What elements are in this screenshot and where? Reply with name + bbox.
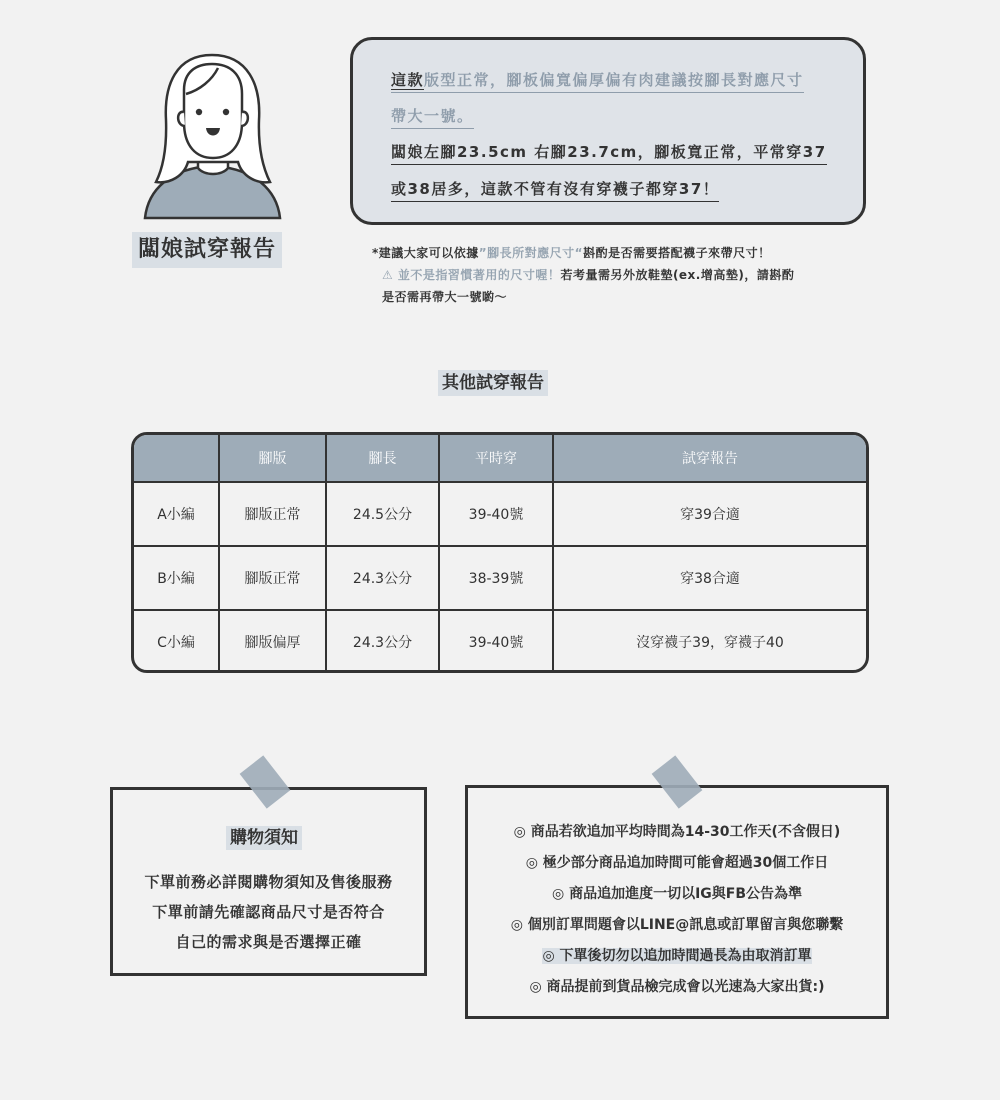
info-line (468, 853, 886, 873)
info-line-text: ◎ 商品若欲追加平均時間為14-30工作天(不含假日) (513, 824, 841, 840)
bubble-line-1-prefix: 這款 (391, 71, 425, 89)
table-cell: 24.3公分 (326, 546, 439, 610)
note-l1-a: *建議大家可以依據 (372, 246, 479, 260)
info-line-text-highlighted: ◎ 下單後切勿以追加時間過長為由取消訂單 (542, 948, 812, 964)
bubble-line-3: 闆娘左腳23.5cm 右腳23.7cm，腳板寬正常，平常穿37 (391, 142, 827, 165)
table-cell: 腳版偏厚 (219, 610, 326, 673)
table-cell: 39-40號 (439, 610, 553, 673)
info-line (468, 822, 886, 842)
table-row (134, 546, 866, 610)
table-cell: 39-40號 (439, 482, 553, 546)
table-cell: C小編 (134, 610, 219, 673)
other-reports-title: 其他試穿報告 (438, 370, 548, 396)
table-cell: 24.3公分 (326, 610, 439, 673)
fitting-comment-bubble (350, 37, 866, 225)
table-header-cell: 腳長 (326, 435, 439, 482)
purchase-notice-title: 購物須知 (226, 826, 302, 850)
table-cell: 沒穿襪子39，穿襪子40 (553, 610, 866, 673)
table-cell: 24.5公分 (326, 482, 439, 546)
info-line-text: ◎ 商品提前到貨品檢完成會以光速為大家出貨:) (529, 979, 825, 995)
owner-fitting-report-title: 闆娘試穿報告 (132, 232, 282, 268)
size-advice-note-line-2 (382, 267, 794, 283)
bubble-line-2-text: 帶大一號。 (391, 107, 474, 125)
table-cell: 穿39合適 (553, 482, 866, 546)
info-line (468, 977, 886, 997)
info-line-text: ◎ 個別訂單問題會以LINE@訊息或訂單留言與您聯繫 (510, 917, 844, 933)
table-header-cell: 平時穿 (439, 435, 553, 482)
table-cell: A小編 (134, 482, 219, 546)
note-l2-b: 若考量需另外放鞋墊(ex.增高墊)，請斟酌 (560, 268, 795, 282)
purchase-notice-line: 自己的需求與是否選擇正確 (175, 933, 362, 951)
table-cell: 穿38合適 (553, 546, 866, 610)
table-cell: 腳版正常 (219, 546, 326, 610)
bubble-line-1 (391, 70, 804, 93)
purchase-notice-line: 下單前請先確認商品尺寸是否符合 (152, 903, 385, 921)
size-advice-note-line-3: 是否需再帶大一號喲～ (382, 290, 508, 304)
owner-avatar-illustration (140, 50, 285, 220)
bubble-line-2 (391, 106, 474, 129)
table-cell: 38-39號 (439, 546, 553, 610)
table-header-cell (134, 435, 219, 482)
restock-info-card (465, 785, 889, 1019)
info-line-text: ◎ 極少部分商品追加時間可能會超過30個工作日 (525, 855, 829, 871)
table-header-cell: 腳版 (219, 435, 326, 482)
info-line-text: ◎ 商品追加進度一切以IG與FB公告為準 (551, 886, 803, 902)
bubble-line-4: 或38居多，這款不管有沒有穿襪子都穿37！ (391, 179, 719, 202)
info-line (468, 915, 886, 935)
purchase-notice-line: 下單前務必詳閱購物須知及售後服務 (144, 873, 393, 891)
info-line (468, 946, 886, 966)
table-header-cell: 試穿報告 (553, 435, 866, 482)
note-l2-a: ⚠ 並不是指習慣著用的尺寸喔！ (382, 268, 561, 282)
table-cell: 腳版正常 (219, 482, 326, 546)
note-l1-c: 斟酌是否需要搭配襪子來帶尺寸！ (583, 246, 771, 260)
info-line (468, 884, 886, 904)
size-advice-note-line-1 (372, 245, 771, 261)
other-reports-table (131, 432, 869, 673)
table-row (134, 482, 866, 546)
table-row (134, 610, 866, 673)
table-cell: B小編 (134, 546, 219, 610)
bubble-line-1-rest: 版型正常，腳板偏寬偏厚偏有肉建議按腳長對應尺寸 (424, 71, 804, 89)
table-header-row (134, 435, 866, 482)
note-l1-b: ”腳長所對應尺寸“ (478, 246, 584, 260)
purchase-notice-card (110, 787, 427, 976)
